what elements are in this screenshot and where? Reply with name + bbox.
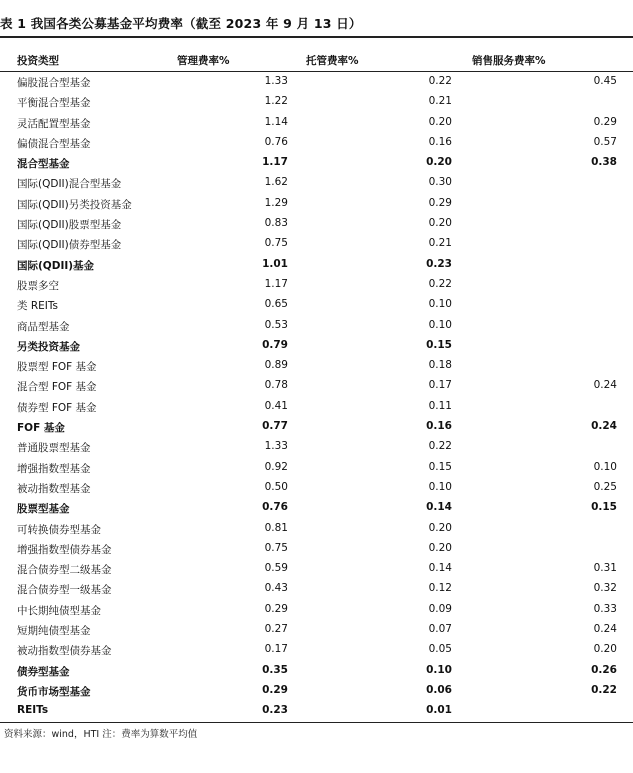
custody-fee-cell: 0.11 — [428, 399, 452, 412]
sales-fee-cell: 0.20 — [593, 643, 617, 656]
table-row — [0, 173, 633, 193]
fund-type-cell: 国际(QDII)混合型基金 — [17, 178, 122, 191]
custody-fee-cell: 0.14 — [426, 501, 452, 514]
fund-type-cell: 国际(QDII)基金 — [17, 259, 95, 272]
management-fee-cell: 0.76 — [264, 135, 288, 148]
custody-fee-cell: 0.05 — [428, 643, 452, 656]
table-row — [0, 92, 633, 112]
sales-fee-cell: 0.29 — [593, 115, 617, 128]
custody-fee-cell: 0.15 — [426, 338, 452, 351]
fund-type-cell: 可转换债券型基金 — [17, 523, 101, 536]
custody-fee-cell: 0.20 — [428, 521, 452, 534]
fund-type-cell: 增强指数型债券基金 — [17, 543, 112, 556]
custody-fee-cell: 0.18 — [428, 359, 452, 372]
management-fee-cell: 1.29 — [264, 196, 288, 209]
sales-fee-cell: 0.31 — [593, 562, 617, 575]
fund-type-cell: 平衡混合型基金 — [17, 97, 91, 110]
fund-type-cell: 债券型 FOF 基金 — [17, 401, 97, 414]
table-row — [0, 539, 633, 559]
custody-fee-cell: 0.21 — [428, 237, 452, 250]
custody-fee-cell: 0.22 — [428, 440, 452, 453]
table-row — [0, 640, 633, 660]
table-row — [0, 579, 633, 599]
management-fee-cell: 0.29 — [262, 683, 288, 696]
fund-type-cell: 偏债混合型基金 — [17, 137, 91, 150]
fund-type-cell: 混合债券型一级基金 — [17, 584, 112, 597]
header-investment-type: 投资类型 — [17, 55, 59, 67]
sales-fee-cell: 0.38 — [591, 156, 617, 169]
table-row — [0, 498, 633, 518]
custody-fee-cell: 0.10 — [428, 318, 452, 331]
table-row — [0, 133, 633, 153]
management-fee-cell: 0.92 — [264, 460, 288, 473]
custody-fee-cell: 0.20 — [428, 541, 452, 554]
sales-fee-cell: 0.57 — [593, 135, 617, 148]
table-row — [0, 559, 633, 579]
table-row — [0, 295, 633, 315]
custody-fee-cell: 0.22 — [428, 277, 452, 290]
table-row — [0, 519, 633, 539]
fund-type-cell: 被动指数型基金 — [17, 482, 91, 495]
source-note: 资料来源：wind，HTI 注：费率为算数平均值 — [4, 729, 198, 740]
fund-type-cell: 股票型基金 — [17, 503, 70, 516]
custody-fee-cell: 0.10 — [428, 480, 452, 493]
table-row — [0, 417, 633, 437]
management-fee-cell: 0.50 — [264, 480, 288, 493]
sales-fee-cell: 0.32 — [593, 582, 617, 595]
fund-type-cell: 中长期纯债型基金 — [17, 604, 101, 617]
table-row — [0, 478, 633, 498]
management-fee-cell: 0.23 — [262, 704, 288, 717]
table-row — [0, 72, 633, 92]
fund-type-cell: FOF 基金 — [17, 422, 65, 435]
management-fee-cell: 1.33 — [264, 440, 288, 453]
management-fee-cell: 0.78 — [264, 379, 288, 392]
management-fee-cell: 0.77 — [262, 420, 288, 433]
table-row — [0, 153, 633, 173]
fund-type-cell: 类 REITs — [17, 300, 59, 313]
table-row — [0, 701, 633, 721]
custody-fee-cell: 0.20 — [428, 115, 452, 128]
sales-fee-cell: 0.15 — [591, 501, 617, 514]
sales-fee-cell: 0.25 — [593, 480, 617, 493]
management-fee-cell: 1.14 — [264, 115, 288, 128]
custody-fee-cell: 0.16 — [426, 420, 452, 433]
table-row — [0, 275, 633, 295]
custody-fee-cell: 0.20 — [426, 156, 452, 169]
management-fee-cell: 0.27 — [264, 623, 288, 636]
table-row — [0, 255, 633, 275]
table-body — [0, 72, 633, 722]
custody-fee-cell: 0.14 — [428, 562, 452, 575]
header-custody-fee: 托管费率% — [306, 55, 359, 67]
fund-type-cell: 股票多空 — [17, 279, 59, 292]
fund-type-cell: 国际(QDII)股票型基金 — [17, 219, 122, 232]
management-fee-cell: 0.79 — [262, 338, 288, 351]
custody-fee-cell: 0.29 — [428, 196, 452, 209]
management-fee-cell: 1.33 — [264, 75, 288, 87]
management-fee-cell: 0.83 — [264, 217, 288, 230]
table-row — [0, 376, 633, 396]
table-row — [0, 316, 633, 336]
custody-fee-cell: 0.01 — [426, 704, 452, 717]
table-row — [0, 234, 633, 254]
table-row — [0, 336, 633, 356]
management-fee-cell: 0.65 — [264, 298, 288, 311]
bottom-rule — [0, 722, 633, 723]
management-fee-cell: 0.35 — [262, 663, 288, 676]
custody-fee-cell: 0.06 — [426, 683, 452, 696]
management-fee-cell: 1.62 — [264, 176, 288, 189]
fund-type-cell: 混合型基金 — [17, 158, 70, 171]
sales-fee-cell: 0.24 — [591, 420, 617, 433]
custody-fee-cell: 0.16 — [428, 135, 452, 148]
management-fee-cell: 0.17 — [264, 643, 288, 656]
sales-fee-cell: 0.22 — [591, 683, 617, 696]
table-row — [0, 397, 633, 417]
header-management-fee: 管理费率% — [177, 55, 230, 67]
table-row — [0, 620, 633, 640]
table-row — [0, 214, 633, 234]
table-row — [0, 600, 633, 620]
custody-fee-cell: 0.15 — [428, 460, 452, 473]
sales-fee-cell: 0.45 — [593, 75, 617, 87]
custody-fee-cell: 0.12 — [428, 582, 452, 595]
table-row — [0, 113, 633, 133]
custody-fee-cell: 0.10 — [428, 298, 452, 311]
management-fee-cell: 0.81 — [264, 521, 288, 534]
fund-type-cell: 灵活配置型基金 — [17, 117, 91, 130]
management-fee-cell: 0.76 — [262, 501, 288, 514]
fund-type-cell: 混合型 FOF 基金 — [17, 381, 97, 394]
management-fee-cell: 1.22 — [264, 95, 288, 108]
header-sales-service-fee: 销售服务费率% — [472, 55, 546, 67]
table-row — [0, 356, 633, 376]
sales-fee-cell: 0.33 — [593, 602, 617, 615]
custody-fee-cell: 0.09 — [428, 602, 452, 615]
fund-type-cell: 债券型基金 — [17, 665, 70, 678]
custody-fee-cell: 0.22 — [428, 75, 452, 87]
custody-fee-cell: 0.20 — [428, 217, 452, 230]
custody-fee-cell: 0.23 — [426, 257, 452, 270]
fund-type-cell: 另类投资基金 — [17, 340, 80, 353]
management-fee-cell: 0.53 — [264, 318, 288, 331]
management-fee-cell: 0.41 — [264, 399, 288, 412]
fund-type-cell: 普通股票型基金 — [17, 442, 91, 455]
management-fee-cell: 0.29 — [264, 602, 288, 615]
fund-type-cell: 被动指数型债券基金 — [17, 645, 112, 658]
table-row — [0, 661, 633, 681]
management-fee-cell: 1.17 — [262, 156, 288, 169]
custody-fee-cell: 0.10 — [426, 663, 452, 676]
management-fee-cell: 0.43 — [264, 582, 288, 595]
custody-fee-cell: 0.21 — [428, 95, 452, 108]
custody-fee-cell: 0.17 — [428, 379, 452, 392]
management-fee-cell: 0.59 — [264, 562, 288, 575]
sales-fee-cell: 0.10 — [593, 460, 617, 473]
management-fee-cell: 0.89 — [264, 359, 288, 372]
fund-type-cell: 短期纯债型基金 — [17, 625, 91, 638]
fund-type-cell: 混合债券型二级基金 — [17, 564, 112, 577]
fund-type-cell: 货币市场型基金 — [17, 685, 91, 698]
top-rule — [0, 36, 633, 38]
management-fee-cell: 1.01 — [262, 257, 288, 270]
sales-fee-cell: 0.24 — [593, 623, 617, 636]
fund-type-cell: REITs — [17, 704, 49, 717]
fund-type-cell: 股票型 FOF 基金 — [17, 361, 97, 374]
management-fee-cell: 0.75 — [264, 237, 288, 250]
sales-fee-cell: 0.26 — [591, 663, 617, 676]
table-row — [0, 458, 633, 478]
custody-fee-cell: 0.07 — [428, 623, 452, 636]
table-row — [0, 194, 633, 214]
management-fee-cell: 1.17 — [264, 277, 288, 290]
management-fee-cell: 0.75 — [264, 541, 288, 554]
fund-type-cell: 偏股混合型基金 — [17, 77, 91, 89]
table-row — [0, 681, 633, 701]
fund-type-cell: 增强指数型基金 — [17, 462, 91, 475]
table-title: 表 1 我国各类公募基金平均费率（截至 2023 年 9 月 13 日） — [0, 16, 362, 31]
fund-type-cell: 商品型基金 — [17, 320, 70, 333]
custody-fee-cell: 0.30 — [428, 176, 452, 189]
fund-type-cell: 国际(QDII)另类投资基金 — [17, 198, 132, 211]
table-row — [0, 437, 633, 457]
fund-type-cell: 国际(QDII)债券型基金 — [17, 239, 122, 252]
sales-fee-cell: 0.24 — [593, 379, 617, 392]
